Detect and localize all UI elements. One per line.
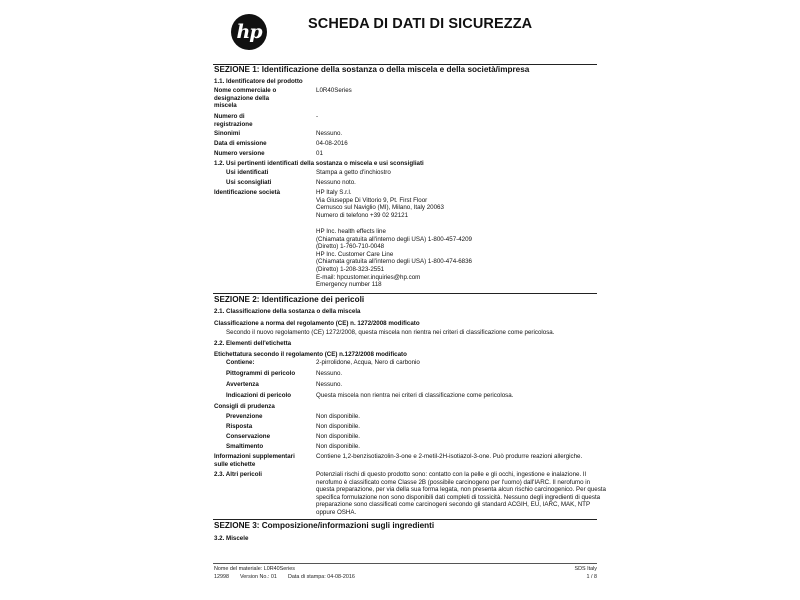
- subsection-1-2: 1.2. Usi pertinenti identificati della sostanza o miscela e usi sconsigliati: [214, 160, 424, 167]
- pittogrammi-label: Pittogrammi di pericolo: [226, 370, 296, 377]
- numero-registrazione-value: -: [316, 113, 319, 120]
- identificazione-societa-label: Identificazione società: [214, 189, 281, 196]
- section1-heading: SEZIONE 1: Identificazione della sostanza o della miscela e della società/impresa: [214, 65, 530, 74]
- info-supplementari-value: Contiene 1,2-benzisotiazolin-3-one e 2-metil-2H-isotiazol-3-one. Può produrre reazioni allergiche.: [316, 453, 583, 460]
- contact-email-link[interactable]: E-mail: hpcustomer.inquiries@hp.com: [316, 273, 421, 281]
- contact-line: (Diretto) 1-760-710-0048: [316, 243, 385, 251]
- footer-version: Version No.: 01: [240, 574, 277, 580]
- prevenzione-label: Prevenzione: [226, 413, 263, 420]
- contiene-label: Contiene:: [226, 359, 255, 366]
- nome-commerciale-label-1: Nome commerciale o: [214, 87, 277, 94]
- altri-pericoli-label: 2.3. Altri pericoli: [214, 471, 262, 478]
- subsection-2-2: 2.2. Elementi dell'etichetta: [214, 340, 292, 347]
- contact-line: (Diretto) 1-208-323-2551: [316, 266, 385, 273]
- company-address-line: Cernusco sul Naviglio (MI), Milano, Italy 20063: [316, 204, 444, 212]
- altri-pericoli-text: Potenziali rischi di questo prodotto sono: contatto con la pelle e gli occhi, ingestione e inalazione. Il nerofumo è classificato come Classe 2B (possibile carcinogeno per l'uomo) dall'IARC. Il nerofumo in questa preparazione, per via della sua forma legata, non presenta alcun rischio carcinogenico. Per questa specifica formulazione non sono disponibili dati completi di tossicità. Nessuno degli ingredienti di questa preparazione sono classificati come carcinogeni secondo gli standard ACGIH, EU, IARC, MAK, NTP oppure OSHA.: [316, 471, 606, 516]
- numero-versione-label: Numero versione: [214, 150, 265, 157]
- subsection-1-1: 1.1. Identificatore del prodotto: [214, 78, 303, 85]
- risposta-value: Non disponibile.: [316, 423, 361, 430]
- smaltimento-label: Smaltimento: [226, 443, 264, 450]
- data-emissione-value: 04-08-2016: [316, 140, 348, 147]
- conservazione-value: Non disponibile.: [316, 433, 361, 440]
- company-phone-line: Numero di telefono +39 02 92121: [316, 211, 409, 219]
- footer-page-number: 1 / 8: [586, 574, 597, 580]
- indicazioni-label: Indicazioni di pericolo: [226, 392, 291, 399]
- section2-heading: SEZIONE 2: Identificazione dei pericoli: [214, 295, 365, 304]
- numero-registrazione-label-1: Numero di: [214, 113, 245, 120]
- numero-versione-value: 01: [316, 150, 323, 157]
- info-supplementari-label-2: sulle etichette: [214, 460, 256, 468]
- conservazione-label: Conservazione: [226, 433, 271, 440]
- classificazione-text: Secondo il nuovo regolamento (CE) 1272/2008, questa miscela non rientra nei criteri di classificazione come pericolosa.: [226, 329, 555, 336]
- indicazioni-value: Questa miscela non rientra nei criteri di classificazione come pericolosa.: [316, 392, 514, 399]
- footer-material-name: Nome del materiale: L0R40Series: [214, 566, 295, 572]
- smaltimento-value: Non disponibile.: [316, 443, 361, 450]
- subsection-3-2: 3.2. Miscele: [214, 535, 249, 542]
- company-address-line: Via Giuseppe Di Vittorio 9, Pt. First Floor: [316, 196, 428, 204]
- footer-sds-label: SDS Italy: [574, 566, 597, 572]
- hp-logo: hp: [231, 14, 267, 50]
- sinonimi-value: Nessuno.: [316, 130, 343, 137]
- subsection-2-1: 2.1. Classificazione della sostanza o della miscela: [214, 308, 361, 315]
- etichettatura-title: Etichettatura secondo il regolamento (CE) n.1272/2008 modificato: [214, 351, 407, 358]
- nome-commerciale-value: L0R40Series: [316, 87, 352, 94]
- company-address-line: HP Italy S.r.l.: [316, 189, 352, 196]
- section3-rule: [213, 519, 597, 520]
- footer-doc-number: 12998: [214, 574, 229, 580]
- emergency-number: Emergency number 118: [316, 281, 382, 289]
- numero-registrazione-label-2: registrazione: [214, 120, 253, 128]
- section2-rule: [213, 293, 597, 294]
- contiene-value: 2-pirrolidone, Acqua, Nero di carbonio: [316, 359, 420, 366]
- usi-sconsigliati-value: Nessuno noto.: [316, 179, 356, 186]
- sinonimi-label: Sinonimi: [214, 130, 241, 137]
- section3-heading: SEZIONE 3: Composizione/informazioni sugli ingredienti: [214, 521, 435, 530]
- risposta-label: Risposta: [226, 423, 253, 430]
- footer-rule: [213, 563, 597, 564]
- contact-line: (Chiamata gratuita all'interno degli USA) 1-800-474-6836: [316, 258, 472, 266]
- usi-identificati-label: Usi identificati: [226, 169, 269, 176]
- classificazione-title: Classificazione a norma del regolamento (CE) n. 1272/2008 modificato: [214, 320, 420, 327]
- document-title: SCHEDA DI DATI DI SICUREZZA: [308, 16, 533, 32]
- data-emissione-label: Data di emissione: [214, 140, 267, 147]
- avvertenza-value: Nessuno.: [316, 381, 343, 388]
- usi-identificati-value: Stampa a getto d'inchiostro: [316, 169, 391, 176]
- avvertenza-label: Avvertenza: [226, 381, 259, 388]
- contact-line: HP Inc. Customer Care Line: [316, 250, 394, 258]
- consigli-prudenza-label: Consigli di prudenza: [214, 403, 275, 410]
- usi-sconsigliati-label: Usi sconsigliati: [226, 179, 272, 186]
- nome-commerciale-label-3: miscela: [214, 102, 237, 109]
- footer-print-date: Data di stampa: 04-08-2016: [288, 574, 355, 580]
- info-supplementari-label-1: Informazioni supplementari: [214, 453, 295, 460]
- contact-line: HP Inc. health effects line: [316, 228, 386, 235]
- contact-line: (Chiamata gratuita all'interno degli USA) 1-800-457-4209: [316, 235, 472, 243]
- prevenzione-value: Non disponibile.: [316, 413, 361, 420]
- pittogrammi-value: Nessuno.: [316, 370, 343, 377]
- nome-commerciale-label-2: designazione della: [214, 94, 270, 102]
